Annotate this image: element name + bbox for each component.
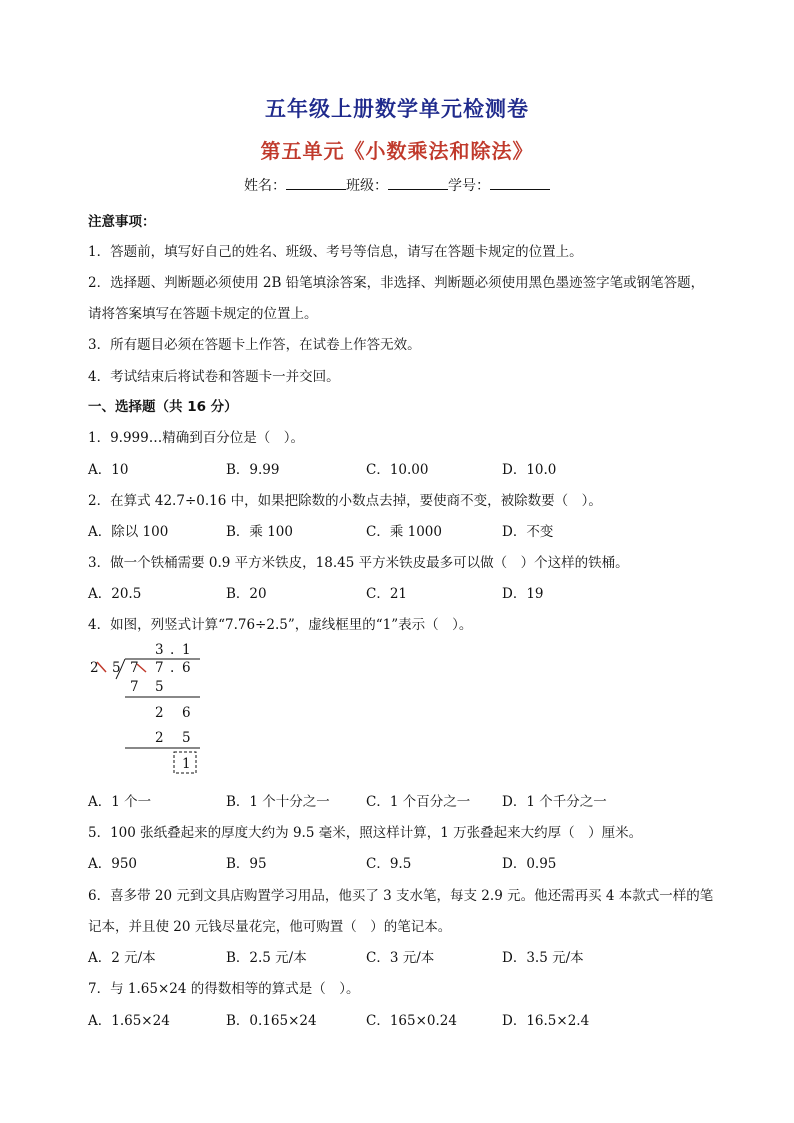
number-label: 学号： (448, 178, 490, 194)
note-item: 4．考试结束后将试卷和答题卡一并交回。 (88, 369, 340, 385)
question-text-cont: 记本，并且使 20 元钱尽量花完，他可购置（ ）的笔记本。 (88, 919, 452, 935)
question-text: 7．与 1.65×24 的得数相等的算式是（ ）。 (88, 981, 360, 997)
step-digit: 2 (155, 730, 164, 746)
options-row (88, 790, 728, 810)
option-b[interactable]: B．1 个十分之一 (226, 794, 330, 810)
dividend-digit: 7 (155, 660, 164, 676)
question-text: 1．9.999…精确到百分位是（ ）。 (88, 430, 304, 446)
step-digit: 5 (155, 679, 164, 695)
name-blank[interactable] (286, 175, 346, 190)
dividend-point: . (170, 660, 175, 676)
number-blank[interactable] (490, 175, 550, 190)
options-row (88, 946, 728, 966)
option-c[interactable]: C．9.5 (366, 856, 412, 872)
option-b[interactable]: B．9.99 (226, 462, 280, 478)
option-d[interactable]: D．0.95 (502, 856, 557, 872)
note-item: 2．选择题、判断题必须使用 2B 铅笔填涂答案，非选择、判断题必须使用黑色墨迹签字笔或钢笔答题， (88, 275, 705, 291)
question-text: 4．如图，列竖式计算“7.76÷2.5”，虚线框里的“1”表示（ ）。 (88, 617, 473, 633)
quotient-digit: 1 (182, 642, 191, 658)
option-c[interactable]: C．乘 1000 (366, 524, 442, 540)
class-label: 班级： (346, 178, 388, 194)
dividend-digit: 7 (130, 660, 139, 676)
step-digit: 2 (155, 705, 164, 721)
long-division-figure (80, 634, 210, 779)
notes-heading: 注意事项： (88, 214, 156, 230)
option-a[interactable]: A．20.5 (88, 586, 142, 602)
option-c[interactable]: C．1 个百分之一 (366, 794, 471, 810)
options-row (88, 1009, 728, 1029)
note-item: 1．答题前，填写好自己的姓名、班级、考号等信息，请写在答题卡规定的位置上。 (88, 244, 583, 260)
option-d[interactable]: D．3.5 元/本 (502, 950, 584, 966)
class-blank[interactable] (388, 175, 448, 190)
name-label: 姓名： (244, 178, 286, 194)
question-text: 5．100 张纸叠起来的厚度大约为 9.5 毫米，照这样计算，1 万张叠起来大约厚（ ）厘米。 (88, 825, 643, 841)
dividend-digit: 6 (182, 660, 191, 676)
option-a[interactable]: A．除以 100 (88, 524, 169, 540)
option-d[interactable]: D．19 (502, 586, 544, 602)
section-heading: 一、选择题（共 16 分） (88, 399, 238, 415)
option-b[interactable]: B．20 (226, 586, 267, 602)
option-c[interactable]: C．165×0.24 (366, 1013, 457, 1029)
exam-title: 五年级上册数学单元检测卷 (265, 97, 529, 121)
question-text: 2．在算式 42.7÷0.16 中，如果把除数的小数点去掉，要使商不变，被除数要（ ）。 (88, 493, 602, 509)
step-digit: 7 (130, 679, 139, 695)
option-b[interactable]: B．乘 100 (226, 524, 293, 540)
exam-subtitle: 第五单元《小数乘法和除法》 (260, 139, 534, 163)
option-a[interactable]: A．2 元/本 (88, 950, 156, 966)
option-d[interactable]: D．10.0 (502, 462, 557, 478)
quotient-point: . (170, 642, 175, 658)
options-row (88, 458, 728, 478)
option-b[interactable]: B．95 (226, 856, 267, 872)
question-text: 3．做一个铁桶需要 0.9 平方米铁皮，18.45 平方米铁皮最多可以做（ ）个这样的铁桶。 (88, 555, 629, 571)
option-d[interactable]: D．1 个千分之一 (502, 794, 607, 810)
note-item: 3．所有题目必须在答题卡上作答，在试卷上作答无效。 (88, 337, 421, 353)
option-c[interactable]: C．3 元/本 (366, 950, 435, 966)
option-a[interactable]: A．1 个一 (88, 794, 152, 810)
quotient-digit: 3 (155, 642, 164, 658)
divisor-digit: 5 (112, 660, 121, 676)
divisor-digit: 2 (90, 660, 99, 676)
option-c[interactable]: C．21 (366, 586, 408, 602)
student-info (0, 175, 794, 195)
step-digit: 5 (182, 730, 191, 746)
step-digit: 6 (182, 705, 191, 721)
option-b[interactable]: B．2.5 元/本 (226, 950, 307, 966)
option-a[interactable]: A．950 (88, 856, 138, 872)
remainder-digit: 1 (182, 756, 191, 772)
options-row (88, 582, 728, 602)
options-row (88, 520, 728, 540)
option-b[interactable]: B．0.165×24 (226, 1013, 317, 1029)
options-row (88, 852, 728, 872)
option-d[interactable]: D．不变 (502, 524, 554, 540)
option-a[interactable]: A．1.65×24 (88, 1013, 170, 1029)
question-text: 6．喜多带 20 元到文具店购置学习用品，他买了 3 支水笔，每支 2.9 元。他还需再买 4 本款式一样的笔 (88, 888, 714, 904)
option-a[interactable]: A．10 (88, 462, 129, 478)
option-c[interactable]: C．10.00 (366, 462, 429, 478)
note-item: 请将答案填写在答题卡规定的位置上。 (88, 306, 318, 322)
option-d[interactable]: D．16.5×2.4 (502, 1013, 590, 1029)
